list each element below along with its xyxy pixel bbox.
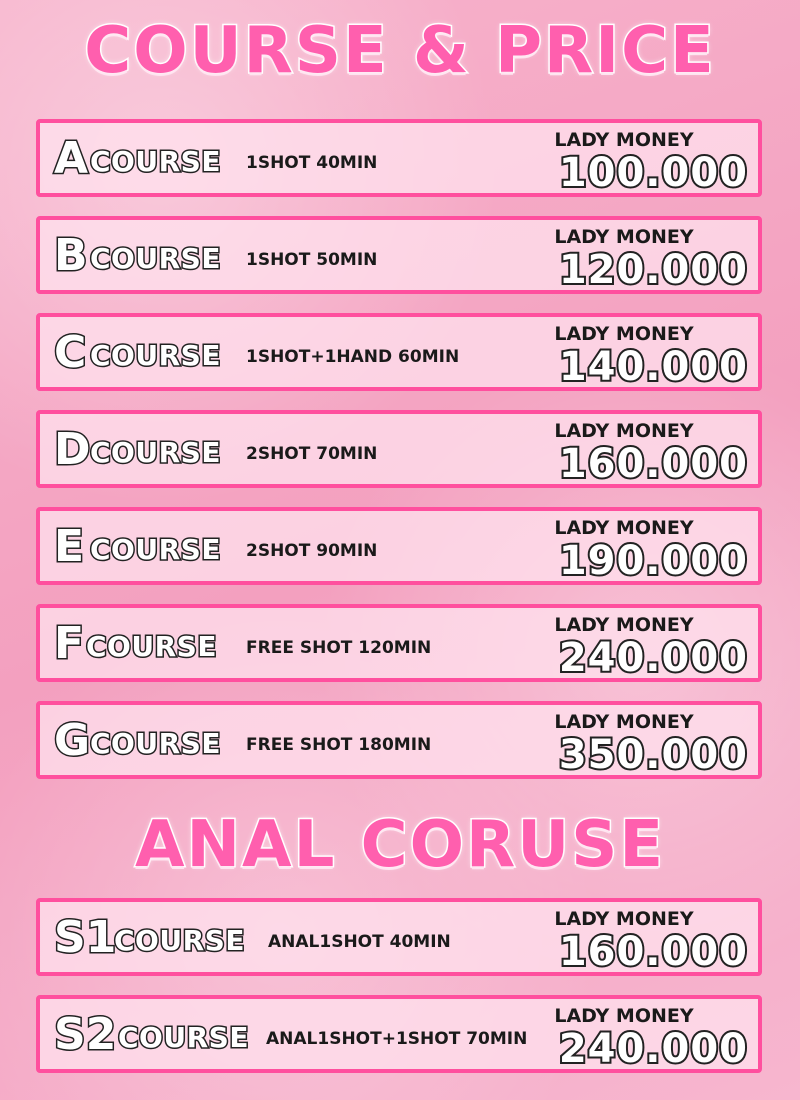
course-word: COURSE [90, 145, 221, 178]
course-price: 160.000 [558, 441, 748, 487]
course-price: 240.000 [558, 1026, 748, 1072]
course-price: 140.000 [558, 344, 748, 390]
page-title: COURSE & PRICE [84, 14, 716, 88]
course-letter: C [54, 327, 87, 378]
course-word: COURSE [90, 533, 221, 566]
course-description: 2SHOT 90MIN [246, 541, 378, 561]
course-price: 240.000 [558, 635, 748, 681]
course-letter: D [54, 424, 91, 475]
lady-money-label: LADY MONEY [554, 420, 694, 442]
course-price: 160.000 [558, 929, 748, 975]
anal-section-title: ANAL CORUSE [134, 808, 666, 882]
course-description: ANAL1SHOT 40MIN [268, 932, 451, 952]
lady-money-label: LADY MONEY [554, 129, 694, 151]
course-description: 2SHOT 70MIN [246, 444, 378, 464]
lady-money-label: LADY MONEY [554, 614, 694, 636]
course-row-e [36, 507, 762, 585]
course-description: FREE SHOT 180MIN [246, 735, 432, 755]
course-price: 350.000 [558, 732, 748, 778]
lady-money-label: LADY MONEY [554, 517, 694, 539]
lady-money-label: LADY MONEY [554, 1005, 694, 1027]
course-letter: S2 [54, 1009, 117, 1060]
course-letter: S1 [54, 912, 117, 963]
course-row-d [36, 410, 762, 488]
course-word: COURSE [90, 436, 221, 469]
course-row-s1 [36, 898, 762, 976]
course-description: 1SHOT 50MIN [246, 250, 378, 270]
course-letter: F [54, 618, 85, 669]
course-letter: B [54, 230, 88, 281]
course-letter: G [54, 715, 91, 766]
course-row-g [36, 701, 762, 779]
course-price: 100.000 [558, 150, 748, 196]
lady-money-label: LADY MONEY [554, 908, 694, 930]
course-row-s2 [36, 995, 762, 1073]
course-price: 120.000 [558, 247, 748, 293]
lady-money-label: LADY MONEY [554, 323, 694, 345]
lady-money-label: LADY MONEY [554, 711, 694, 733]
course-price: 190.000 [558, 538, 748, 584]
course-row-b [36, 216, 762, 294]
course-row-f [36, 604, 762, 682]
course-letter: E [54, 521, 85, 572]
course-word: COURSE [90, 727, 221, 760]
course-word: COURSE [90, 242, 221, 275]
course-description: ANAL1SHOT+1SHOT 70MIN [266, 1029, 528, 1049]
course-word: COURSE [114, 924, 245, 957]
course-description: 1SHOT 40MIN [246, 153, 378, 173]
course-description: 1SHOT+1HAND 60MIN [246, 347, 460, 367]
lady-money-label: LADY MONEY [554, 226, 694, 248]
course-row-a [36, 119, 762, 197]
course-word: COURSE [90, 339, 221, 372]
course-row-c [36, 313, 762, 391]
course-description: FREE SHOT 120MIN [246, 638, 432, 658]
course-letter: A [54, 133, 89, 184]
course-word: COURSE [118, 1021, 249, 1054]
course-word: COURSE [86, 630, 217, 663]
